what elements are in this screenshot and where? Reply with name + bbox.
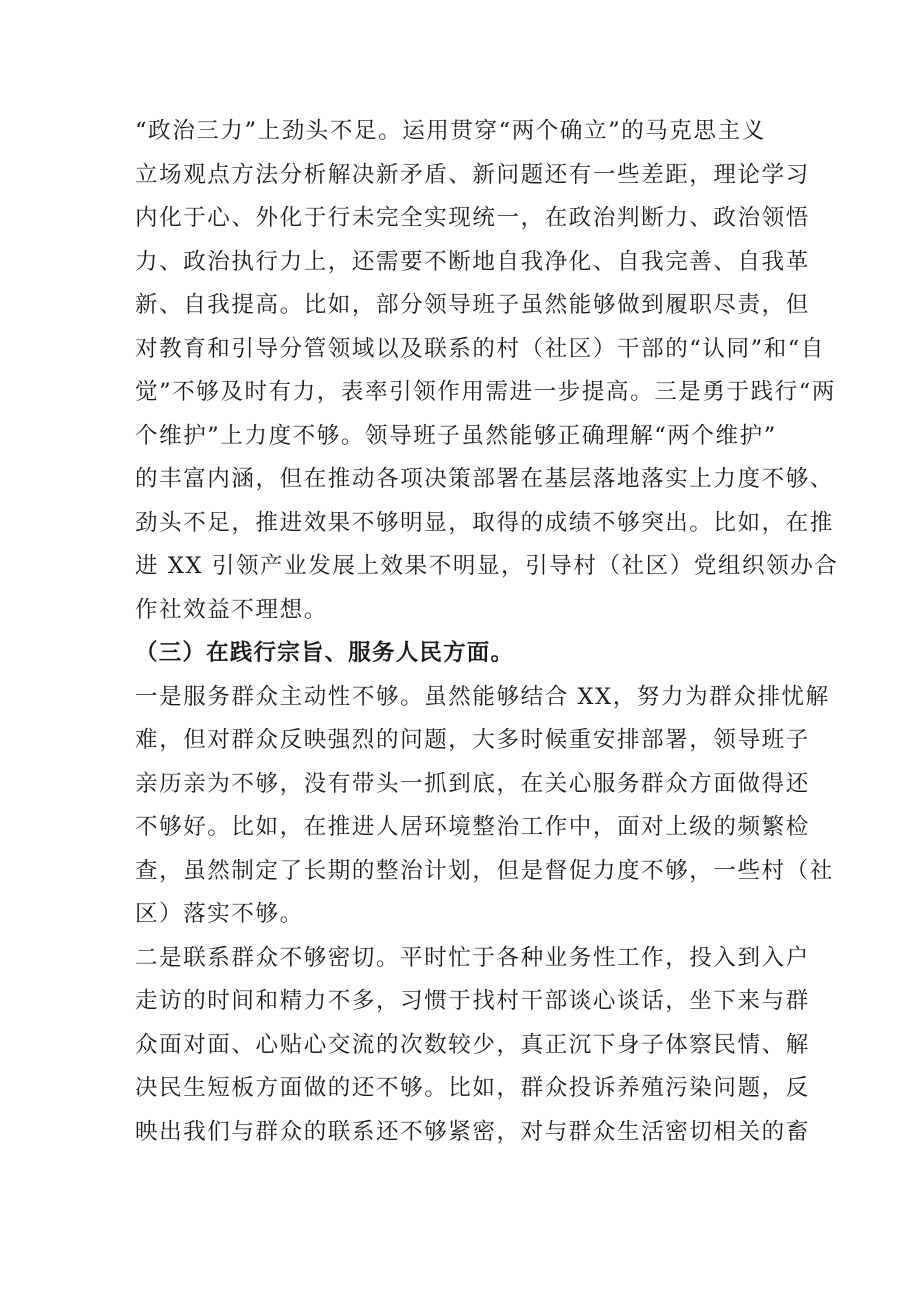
text-line: 的丰富内涵，但在推动各项决策部署在基层落地落实上力度不够、: [135, 466, 834, 492]
text-line: 觉”不够及时有力，表率引领作用需进一步提高。三是勇于践行“两: [135, 379, 837, 405]
text-line: 对教育和引导分管领域以及联系的村（社区）干部的“认同”和“自: [135, 335, 826, 362]
text-line: 立场观点方法分析解决新矛盾、新问题还有一些差距，理论学习: [135, 161, 810, 188]
text-line: 力、政治执行力上，还需要不断地自我净化、自我完善、自我革: [135, 248, 810, 275]
text-line: 不够好。比如，在推进人居环境整治工作中，面对上级的频繁检: [135, 814, 810, 840]
text-line: 难，但对群众反映强烈的问题，大多时候重安排部署，领导班子: [135, 727, 810, 753]
text-line: 作社效益不理想。: [135, 596, 328, 623]
text-line: 劲头不足，推进效果不够明显，取得的成绩不够突出。比如，在推: [135, 509, 834, 536]
text-line: 一是服务群众主动性不够。虽然能够结合 XX，努力为群众排忧解: [135, 683, 830, 710]
text-line: 众面对面、心贴心交流的次数较少，真正沉下身子体察民情、解: [135, 1031, 810, 1058]
text-line: “政治三力”上劲头不足。运用贯穿“两个确立”的马克思主义: [135, 118, 766, 144]
document-body: [135, 110, 839, 1154]
text-line: 二是联系群众不够密切。平时忙于各种业务性工作，投入到入户: [135, 944, 810, 971]
text-line: 决民生短板方面做的还不够。比如，群众投诉养殖污染问题，反: [135, 1075, 810, 1101]
text-line: 区）落实不够。: [135, 901, 304, 927]
text-line: 映出我们与群众的联系还不够紧密，对与群众生活密切相关的畜: [135, 1118, 810, 1145]
text-line: 进 XX 引领产业发展上效果不明显，引导村（社区）党组织领办合: [135, 553, 839, 579]
text-line: 新、自我提高。比如，部分领导班子虽然能够做到履职尽责，但: [135, 292, 810, 318]
text-line: 查，虽然制定了长期的整治计划，但是督促力度不够，一些村（社: [135, 857, 834, 884]
text-line: 个维护”上力度不够。领导班子虽然能够正确理解“两个维护”: [135, 422, 777, 449]
text-line: 内化于心、外化于行未完全实现统一，在政治判断力、政治领悟: [135, 205, 810, 231]
text-line: 走访的时间和精力不多，习惯于找村干部谈心谈话，坐下来与群: [135, 988, 810, 1014]
text-line: 亲历亲为不够，没有带头一抓到底，在关心服务群众方面做得还: [135, 770, 810, 797]
section-heading: （三）在践行宗旨、服务人民方面。: [135, 640, 515, 666]
